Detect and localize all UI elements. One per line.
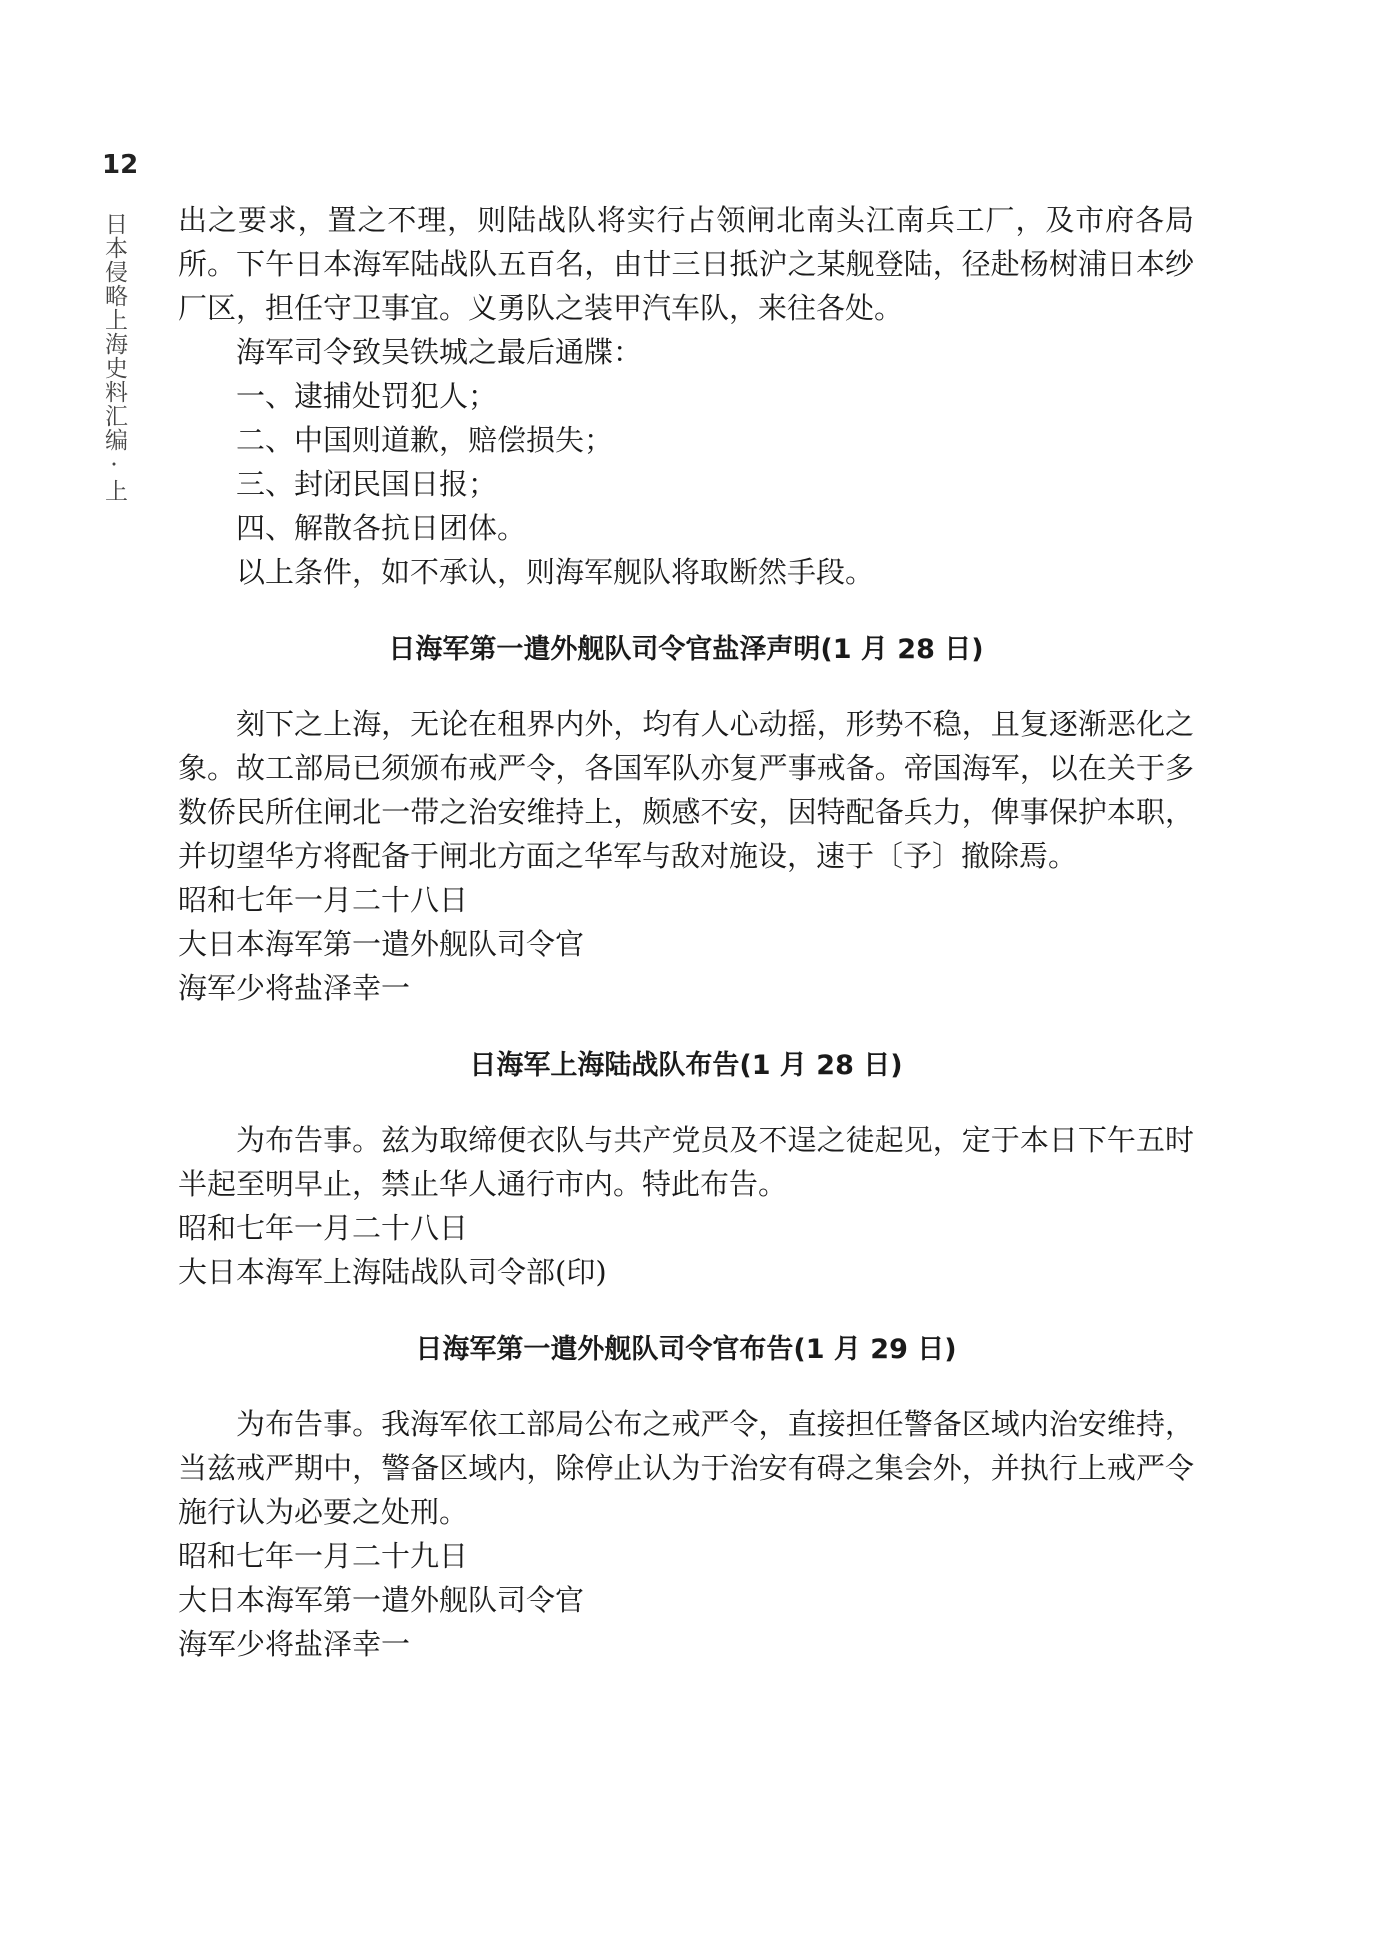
signature: 海军少将盐泽幸一 — [178, 1627, 411, 1661]
section-date: 昭和七年一月二十八日 — [178, 1211, 469, 1245]
ultimatum-closing: 以上条件，如不承认，则海军舰队将取断然手段。 — [236, 555, 875, 589]
ultimatum-item: 四、解散各抗日团体。 — [236, 511, 527, 545]
section-date: 昭和七年一月二十八日 — [178, 883, 469, 917]
intro-paragraph: 出之要求，置之不理，则陆战队将实行占领闸北南头江南兵工厂，及市府各局所。下午日本海军陆战队五百名，由廿三日抵沪之某舰登陆，径赴杨树浦日本纱厂区，担任守卫事宜。义勇队之装甲汽车队，来往各处。 — [178, 203, 1194, 325]
section-date: 昭和七年一月二十九日 — [178, 1539, 469, 1573]
section-title: 日海军第一遣外舰队司令官布告(1 月 29 日) — [415, 1334, 957, 1365]
ultimatum-item: 三、封闭民国日报； — [236, 467, 498, 501]
ultimatum-intro: 海军司令致吴铁城之最后通牒： — [236, 335, 643, 369]
section-body: 为布告事。兹为取缔便衣队与共产党员及不逞之徒起见，定于本日下午五时半起至明早止，禁止华人通行市内。特此布告。 — [178, 1123, 1194, 1201]
signature: 大日本海军第一遣外舰队司令官 — [178, 927, 585, 961]
signature: 大日本海军第一遣外舰队司令官 — [178, 1583, 585, 1617]
section-body: 为布告事。我海军依工部局公布之戒严令，直接担任警备区域内治安维持，当兹戒严期中，警备区域内，除停止认为于治安有碍之集会外，并执行上戒严令施行认为必要之处刑。 — [178, 1407, 1194, 1529]
section-title: 日海军第一遣外舰队司令官盐泽声明(1 月 28 日) — [388, 634, 984, 665]
ultimatum-item: 一、逮捕处罚犯人； — [236, 379, 498, 413]
section-title: 日海军上海陆战队布告(1 月 28 日) — [469, 1050, 903, 1081]
page-body — [178, 198, 1194, 1666]
page-number: 12 — [102, 150, 139, 180]
ultimatum-item: 二、中国则道歉，赔偿损失； — [236, 423, 614, 457]
running-title: 日本侵略上海史料汇编·上 — [101, 212, 127, 503]
signature: 大日本海军上海陆战队司令部(印) — [178, 1255, 607, 1289]
signature: 海军少将盐泽幸一 — [178, 971, 411, 1005]
section-body: 刻下之上海，无论在租界内外，均有人心动摇，形势不稳，且复逐渐恶化之象。故工部局已须颁布戒严令，各国军队亦复严事戒备。帝国海军，以在关于多数侨民所住闸北一带之治安维持上，颇感不安，因特配备兵力，俾事保护本职，并切望华方将配备于闸北方面之华军与敌对施设，速于〔予〕撤除焉。 — [178, 707, 1194, 873]
